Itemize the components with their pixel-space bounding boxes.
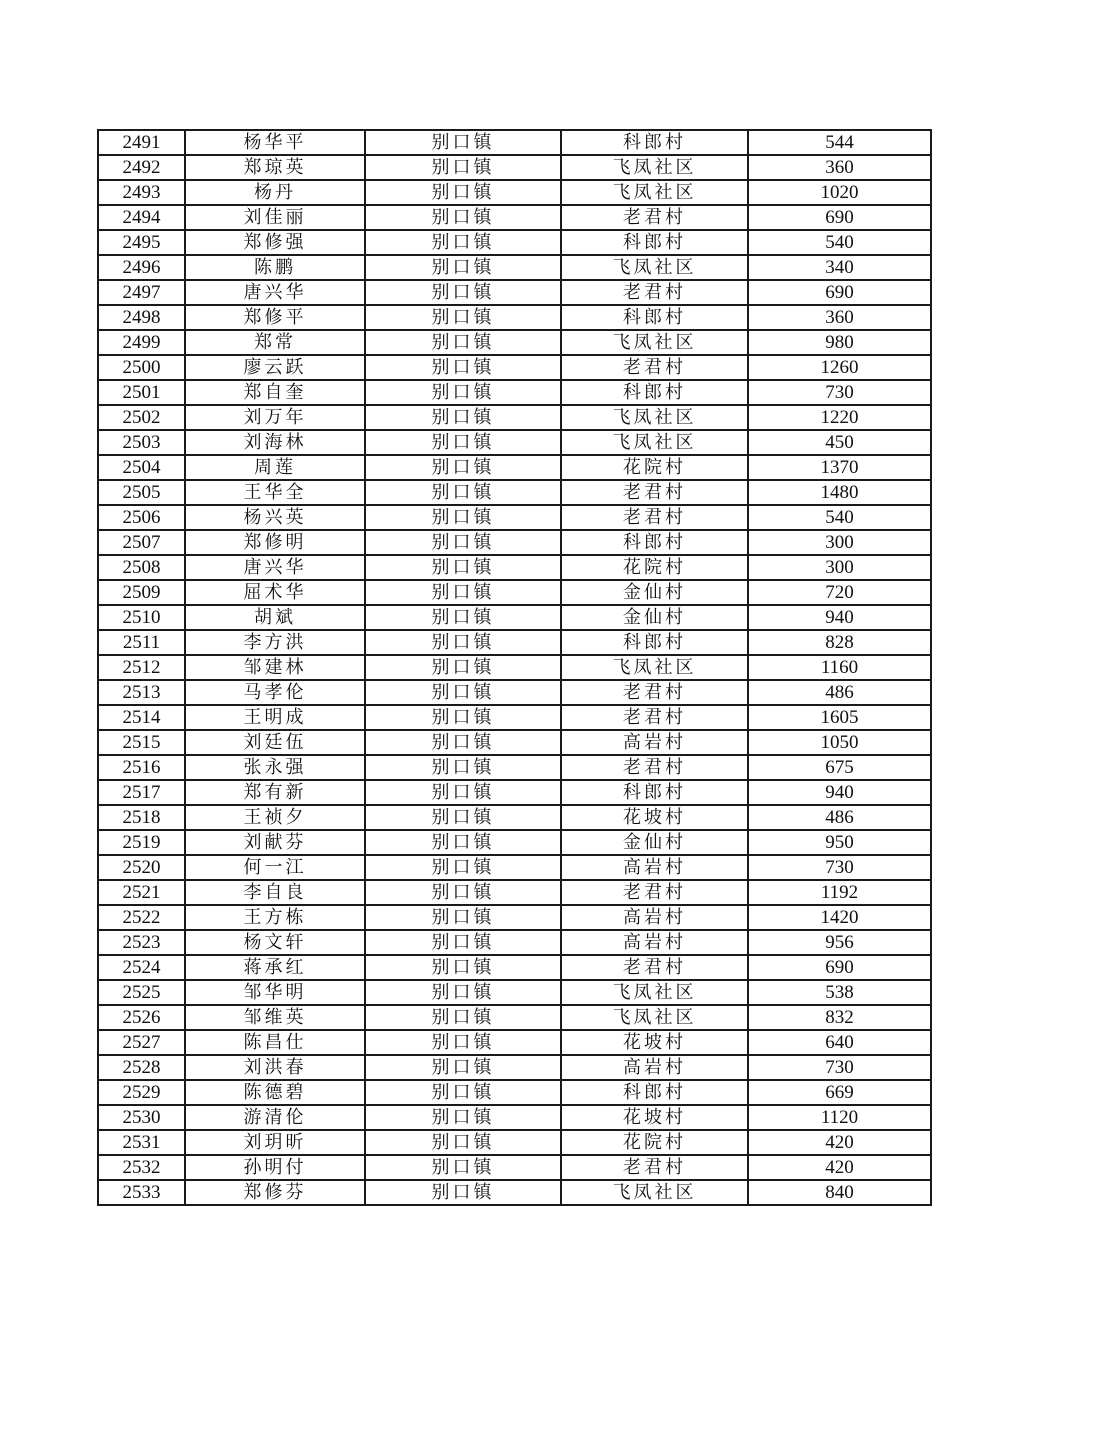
amount-cell: 950 (748, 830, 931, 855)
amount-cell: 828 (748, 630, 931, 655)
amount-cell: 720 (748, 580, 931, 605)
amount-cell: 1050 (748, 730, 931, 755)
amount-cell: 730 (748, 855, 931, 880)
person-name-cell: 郑琼英 (185, 155, 365, 180)
town-cell: 别口镇 (365, 855, 561, 880)
table-row (98, 1030, 931, 1055)
person-name-cell: 陈德碧 (185, 1080, 365, 1105)
person-name-cell: 李自良 (185, 880, 365, 905)
amount-cell: 1020 (748, 180, 931, 205)
table-row (98, 680, 931, 705)
amount-cell: 940 (748, 780, 931, 805)
person-name-cell: 刘献芬 (185, 830, 365, 855)
amount-cell: 1605 (748, 705, 931, 730)
amount-cell: 1370 (748, 455, 931, 480)
person-name-cell: 陈鹏 (185, 255, 365, 280)
person-name-cell: 唐兴华 (185, 280, 365, 305)
table-row (98, 980, 931, 1005)
amount-cell: 690 (748, 280, 931, 305)
village-cell: 飞凤社区 (561, 405, 748, 430)
town-cell: 别口镇 (365, 430, 561, 455)
person-name-cell: 杨文轩 (185, 930, 365, 955)
village-cell: 金仙村 (561, 605, 748, 630)
roster-table (97, 129, 932, 1206)
table-row (98, 155, 931, 180)
row-number-cell: 2499 (98, 330, 185, 355)
person-name-cell: 邹维英 (185, 1005, 365, 1030)
table-row (98, 1130, 931, 1155)
amount-cell: 540 (748, 230, 931, 255)
town-cell: 别口镇 (365, 630, 561, 655)
town-cell: 别口镇 (365, 1180, 561, 1205)
village-cell: 老君村 (561, 205, 748, 230)
amount-cell: 980 (748, 330, 931, 355)
table-row (98, 605, 931, 630)
town-cell: 别口镇 (365, 1155, 561, 1180)
table-row (98, 580, 931, 605)
village-cell: 花坡村 (561, 1030, 748, 1055)
person-name-cell: 游清伦 (185, 1105, 365, 1130)
person-name-cell: 郑有新 (185, 780, 365, 805)
amount-cell: 940 (748, 605, 931, 630)
village-cell: 飞凤社区 (561, 980, 748, 1005)
person-name-cell: 王华全 (185, 480, 365, 505)
town-cell: 别口镇 (365, 305, 561, 330)
town-cell: 别口镇 (365, 780, 561, 805)
amount-cell: 669 (748, 1080, 931, 1105)
row-number-cell: 2493 (98, 180, 185, 205)
person-name-cell: 刘洪春 (185, 1055, 365, 1080)
row-number-cell: 2502 (98, 405, 185, 430)
table-row (98, 705, 931, 730)
row-number-cell: 2491 (98, 130, 185, 155)
town-cell: 别口镇 (365, 230, 561, 255)
person-name-cell: 李方洪 (185, 630, 365, 655)
village-cell: 飞凤社区 (561, 330, 748, 355)
village-cell: 科郎村 (561, 1080, 748, 1105)
row-number-cell: 2510 (98, 605, 185, 630)
row-number-cell: 2529 (98, 1080, 185, 1105)
town-cell: 别口镇 (365, 130, 561, 155)
amount-cell: 1260 (748, 355, 931, 380)
village-cell: 老君村 (561, 880, 748, 905)
table-row (98, 380, 931, 405)
village-cell: 花院村 (561, 1130, 748, 1155)
person-name-cell: 唐兴华 (185, 555, 365, 580)
town-cell: 别口镇 (365, 255, 561, 280)
row-number-cell: 2532 (98, 1155, 185, 1180)
village-cell: 金仙村 (561, 830, 748, 855)
person-name-cell: 刘廷伍 (185, 730, 365, 755)
row-number-cell: 2519 (98, 830, 185, 855)
person-name-cell: 王祯夕 (185, 805, 365, 830)
amount-cell: 300 (748, 530, 931, 555)
row-number-cell: 2524 (98, 955, 185, 980)
person-name-cell: 郑常 (185, 330, 365, 355)
person-name-cell: 郑修强 (185, 230, 365, 255)
town-cell: 别口镇 (365, 830, 561, 855)
town-cell: 别口镇 (365, 380, 561, 405)
village-cell: 老君村 (561, 680, 748, 705)
amount-cell: 1480 (748, 480, 931, 505)
row-number-cell: 2509 (98, 580, 185, 605)
row-number-cell: 2528 (98, 1055, 185, 1080)
row-number-cell: 2517 (98, 780, 185, 805)
amount-cell: 1120 (748, 1105, 931, 1130)
village-cell: 老君村 (561, 1155, 748, 1180)
row-number-cell: 2495 (98, 230, 185, 255)
table-row (98, 1180, 931, 1205)
row-number-cell: 2512 (98, 655, 185, 680)
village-cell: 老君村 (561, 505, 748, 530)
person-name-cell: 刘佳丽 (185, 205, 365, 230)
town-cell: 别口镇 (365, 1105, 561, 1130)
amount-cell: 956 (748, 930, 931, 955)
village-cell: 飞凤社区 (561, 155, 748, 180)
table-row (98, 880, 931, 905)
table-row (98, 480, 931, 505)
village-cell: 老君村 (561, 355, 748, 380)
town-cell: 别口镇 (365, 905, 561, 930)
table-row (98, 405, 931, 430)
village-cell: 高岩村 (561, 855, 748, 880)
person-name-cell: 屈术华 (185, 580, 365, 605)
village-cell: 老君村 (561, 705, 748, 730)
village-cell: 科郎村 (561, 130, 748, 155)
amount-cell: 832 (748, 1005, 931, 1030)
village-cell: 飞凤社区 (561, 1005, 748, 1030)
row-number-cell: 2508 (98, 555, 185, 580)
village-cell: 高岩村 (561, 1055, 748, 1080)
town-cell: 别口镇 (365, 1030, 561, 1055)
row-number-cell: 2506 (98, 505, 185, 530)
row-number-cell: 2500 (98, 355, 185, 380)
amount-cell: 544 (748, 130, 931, 155)
table-row (98, 280, 931, 305)
row-number-cell: 2507 (98, 530, 185, 555)
amount-cell: 486 (748, 680, 931, 705)
person-name-cell: 杨兴英 (185, 505, 365, 530)
town-cell: 别口镇 (365, 730, 561, 755)
table-row (98, 130, 931, 155)
village-cell: 飞凤社区 (561, 430, 748, 455)
village-cell: 花院村 (561, 555, 748, 580)
row-number-cell: 2514 (98, 705, 185, 730)
person-name-cell: 郑修平 (185, 305, 365, 330)
person-name-cell: 郑修明 (185, 530, 365, 555)
person-name-cell: 张永强 (185, 755, 365, 780)
table-row (98, 1105, 931, 1130)
table-row (98, 205, 931, 230)
village-cell: 飞凤社区 (561, 255, 748, 280)
village-cell: 科郎村 (561, 530, 748, 555)
amount-cell: 538 (748, 980, 931, 1005)
person-name-cell: 郑自奎 (185, 380, 365, 405)
row-number-cell: 2497 (98, 280, 185, 305)
table-row (98, 355, 931, 380)
row-number-cell: 2504 (98, 455, 185, 480)
row-number-cell: 2521 (98, 880, 185, 905)
amount-cell: 420 (748, 1130, 931, 1155)
row-number-cell: 2531 (98, 1130, 185, 1155)
table-row (98, 905, 931, 930)
table-row (98, 180, 931, 205)
person-name-cell: 邹建林 (185, 655, 365, 680)
table-row (98, 430, 931, 455)
table-row (98, 780, 931, 805)
town-cell: 别口镇 (365, 1080, 561, 1105)
person-name-cell: 杨丹 (185, 180, 365, 205)
row-number-cell: 2527 (98, 1030, 185, 1055)
table-row (98, 555, 931, 580)
table-row (98, 655, 931, 680)
row-number-cell: 2518 (98, 805, 185, 830)
row-number-cell: 2525 (98, 980, 185, 1005)
town-cell: 别口镇 (365, 605, 561, 630)
town-cell: 别口镇 (365, 930, 561, 955)
amount-cell: 690 (748, 205, 931, 230)
town-cell: 别口镇 (365, 530, 561, 555)
amount-cell: 420 (748, 1155, 931, 1180)
person-name-cell: 胡斌 (185, 605, 365, 630)
amount-cell: 1192 (748, 880, 931, 905)
amount-cell: 360 (748, 155, 931, 180)
table-row (98, 805, 931, 830)
person-name-cell: 邹华明 (185, 980, 365, 1005)
town-cell: 别口镇 (365, 280, 561, 305)
row-number-cell: 2520 (98, 855, 185, 880)
table-row (98, 1005, 931, 1030)
town-cell: 别口镇 (365, 1130, 561, 1155)
village-cell: 科郎村 (561, 780, 748, 805)
person-name-cell: 王明成 (185, 705, 365, 730)
town-cell: 别口镇 (365, 680, 561, 705)
table-row (98, 305, 931, 330)
person-name-cell: 何一江 (185, 855, 365, 880)
village-cell: 科郎村 (561, 630, 748, 655)
table-row (98, 530, 931, 555)
village-cell: 金仙村 (561, 580, 748, 605)
town-cell: 别口镇 (365, 1055, 561, 1080)
table-row (98, 505, 931, 530)
town-cell: 别口镇 (365, 555, 561, 580)
amount-cell: 730 (748, 380, 931, 405)
town-cell: 别口镇 (365, 980, 561, 1005)
row-number-cell: 2526 (98, 1005, 185, 1030)
amount-cell: 1160 (748, 655, 931, 680)
village-cell: 高岩村 (561, 930, 748, 955)
table-row (98, 1155, 931, 1180)
row-number-cell: 2505 (98, 480, 185, 505)
town-cell: 别口镇 (365, 705, 561, 730)
town-cell: 别口镇 (365, 405, 561, 430)
row-number-cell: 2513 (98, 680, 185, 705)
table-row (98, 755, 931, 780)
village-cell: 花院村 (561, 455, 748, 480)
row-number-cell: 2496 (98, 255, 185, 280)
row-number-cell: 2530 (98, 1105, 185, 1130)
row-number-cell: 2522 (98, 905, 185, 930)
amount-cell: 1420 (748, 905, 931, 930)
village-cell: 科郎村 (561, 230, 748, 255)
town-cell: 别口镇 (365, 180, 561, 205)
table-row (98, 730, 931, 755)
village-cell: 飞凤社区 (561, 1180, 748, 1205)
village-cell: 老君村 (561, 755, 748, 780)
amount-cell: 540 (748, 505, 931, 530)
amount-cell: 340 (748, 255, 931, 280)
person-name-cell: 马孝伦 (185, 680, 365, 705)
table-row (98, 1080, 931, 1105)
amount-cell: 450 (748, 430, 931, 455)
village-cell: 科郎村 (561, 305, 748, 330)
person-name-cell: 陈昌仕 (185, 1030, 365, 1055)
amount-cell: 300 (748, 555, 931, 580)
row-number-cell: 2498 (98, 305, 185, 330)
village-cell: 高岩村 (561, 730, 748, 755)
table-row (98, 455, 931, 480)
town-cell: 别口镇 (365, 455, 561, 480)
village-cell: 花坡村 (561, 1105, 748, 1130)
village-cell: 老君村 (561, 280, 748, 305)
person-name-cell: 周莲 (185, 455, 365, 480)
row-number-cell: 2511 (98, 630, 185, 655)
row-number-cell: 2533 (98, 1180, 185, 1205)
town-cell: 别口镇 (365, 1005, 561, 1030)
amount-cell: 486 (748, 805, 931, 830)
table-row (98, 930, 931, 955)
town-cell: 别口镇 (365, 480, 561, 505)
person-name-cell: 廖云跃 (185, 355, 365, 380)
town-cell: 别口镇 (365, 330, 561, 355)
town-cell: 别口镇 (365, 755, 561, 780)
town-cell: 别口镇 (365, 205, 561, 230)
table-row (98, 955, 931, 980)
village-cell: 高岩村 (561, 905, 748, 930)
table-row (98, 255, 931, 280)
village-cell: 老君村 (561, 955, 748, 980)
person-name-cell: 王方栋 (185, 905, 365, 930)
town-cell: 别口镇 (365, 580, 561, 605)
amount-cell: 1220 (748, 405, 931, 430)
amount-cell: 840 (748, 1180, 931, 1205)
amount-cell: 690 (748, 955, 931, 980)
village-cell: 花坡村 (561, 805, 748, 830)
town-cell: 别口镇 (365, 355, 561, 380)
person-name-cell: 刘玥昕 (185, 1130, 365, 1155)
town-cell: 别口镇 (365, 880, 561, 905)
amount-cell: 730 (748, 1055, 931, 1080)
town-cell: 别口镇 (365, 955, 561, 980)
person-name-cell: 刘万年 (185, 405, 365, 430)
village-cell: 飞凤社区 (561, 180, 748, 205)
table-row (98, 330, 931, 355)
table-row (98, 830, 931, 855)
town-cell: 别口镇 (365, 655, 561, 680)
table-row (98, 630, 931, 655)
row-number-cell: 2503 (98, 430, 185, 455)
person-name-cell: 刘海林 (185, 430, 365, 455)
amount-cell: 640 (748, 1030, 931, 1055)
row-number-cell: 2501 (98, 380, 185, 405)
row-number-cell: 2492 (98, 155, 185, 180)
person-name-cell: 蒋承红 (185, 955, 365, 980)
row-number-cell: 2515 (98, 730, 185, 755)
town-cell: 别口镇 (365, 155, 561, 180)
table-row (98, 230, 931, 255)
village-cell: 老君村 (561, 480, 748, 505)
row-number-cell: 2516 (98, 755, 185, 780)
table-row (98, 1055, 931, 1080)
village-cell: 科郎村 (561, 380, 748, 405)
table-row (98, 855, 931, 880)
town-cell: 别口镇 (365, 805, 561, 830)
row-number-cell: 2494 (98, 205, 185, 230)
person-name-cell: 郑修芬 (185, 1180, 365, 1205)
village-cell: 飞凤社区 (561, 655, 748, 680)
town-cell: 别口镇 (365, 505, 561, 530)
roster-body (98, 130, 931, 1205)
amount-cell: 360 (748, 305, 931, 330)
row-number-cell: 2523 (98, 930, 185, 955)
person-name-cell: 杨华平 (185, 130, 365, 155)
person-name-cell: 孙明付 (185, 1155, 365, 1180)
amount-cell: 675 (748, 755, 931, 780)
